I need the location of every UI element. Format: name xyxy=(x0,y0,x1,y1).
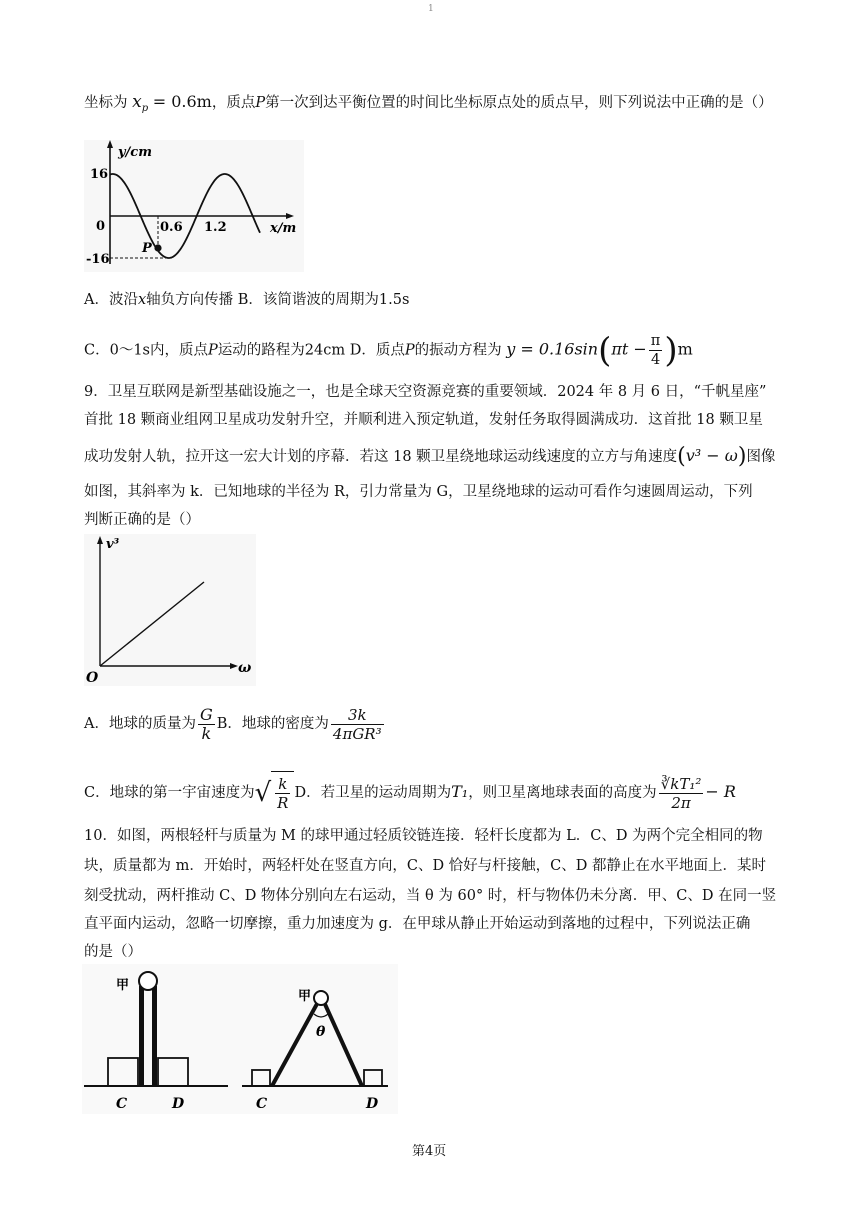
q9-line5: 判断正确的是（） xyxy=(84,512,200,528)
frac-num: ∛kT₁² xyxy=(660,774,702,793)
q9-line3-expr: v³ − ω xyxy=(685,446,738,465)
frac-den: 4 xyxy=(650,352,661,368)
frac-num: G xyxy=(199,704,213,724)
q9-options-ab xyxy=(84,702,386,746)
q9-opt-d-t1: T₁ xyxy=(451,782,469,801)
label-d: D xyxy=(172,1096,185,1112)
q8-xp-var: x xyxy=(132,92,142,112)
q9-line1: 9．卫星互联网是新型基础设施之一，也是全球天空资源竞赛的重要领域．2024 年 8 月 6 日，“千帆星座” xyxy=(84,384,767,400)
q9-opt-a-pre: A．地球的质量为 xyxy=(84,716,196,732)
label-jia-moved: 甲 xyxy=(298,989,312,1004)
tick-neg16: -16 xyxy=(86,252,110,267)
q8-option-a-post: 轴负方向传播 xyxy=(146,292,234,308)
q9-frac-c xyxy=(275,775,290,812)
frac-den: k xyxy=(201,723,212,743)
label-c: C xyxy=(116,1096,128,1112)
q9-opt-b-pre: B．地球的密度为 xyxy=(216,716,329,732)
q9-line3-a: 成功发射人轨，拉开这一宏大计划的序幕．若这 18 颗卫星绕地球运动线速度的立方与角速度 xyxy=(84,449,678,465)
q9-y-label: v³ xyxy=(106,537,120,552)
paren-right: ) xyxy=(737,444,747,469)
q8-intro xyxy=(84,92,773,119)
q9-opt-c-pre: C．地球的第一宇宙速度为 xyxy=(84,785,255,801)
q9-origin: O xyxy=(86,670,99,686)
q8-wave-graph xyxy=(84,140,304,272)
tick-16: 16 xyxy=(90,167,109,182)
q8-option-a-x: x xyxy=(137,292,147,308)
point-p-label: P xyxy=(142,241,152,256)
q8-option-d-unit: m xyxy=(677,339,693,359)
paren-left: ( xyxy=(677,444,686,469)
frac-den: 2π xyxy=(671,793,691,812)
q8-intro-b: ，质点 xyxy=(211,95,256,111)
tick-1-2: 1.2 xyxy=(204,220,227,235)
q10-line4: 直平面内运动，忽略一切摩擦，重力加速度为 g．在甲球从静止开始运动到落地的过程中，下列说法正确 xyxy=(84,916,751,932)
q8-xp-sub: p xyxy=(141,102,149,114)
rod-right xyxy=(152,986,157,1086)
q9-opt-d-tail: − R xyxy=(705,782,736,801)
q8-p-var: P xyxy=(255,95,266,111)
q8-option-d-pit: πt − xyxy=(611,339,647,359)
header-mark: 1 xyxy=(428,4,434,14)
y-axis-label: y/cm xyxy=(118,145,152,160)
q8-option-a-pre: A．波沿 xyxy=(84,292,138,308)
pi-over-4 xyxy=(649,332,663,369)
tick-0-6: 0.6 xyxy=(160,220,183,235)
q9-x-label: ω xyxy=(238,660,252,676)
sqrt-icon: √ xyxy=(254,778,272,808)
q8-option-d-mid: 的振动方程为 xyxy=(414,342,502,359)
x-axis-label: x/m xyxy=(270,221,297,236)
q8-options-ab xyxy=(84,290,409,310)
q8-xp-val: = 0.6m xyxy=(152,92,212,111)
q10-figure xyxy=(82,964,398,1114)
paren-left: ( xyxy=(598,330,612,371)
q9-frac-a xyxy=(198,706,215,743)
q9-linear-graph xyxy=(84,534,256,686)
frac-den: 4πGR³ xyxy=(332,724,382,743)
q9-line3-b: 图像 xyxy=(746,449,776,465)
frac-num: π xyxy=(650,333,661,349)
q9-sqrt-c xyxy=(271,771,294,816)
q8-option-d-p: P xyxy=(404,342,415,359)
frac-num: 3k xyxy=(331,706,384,725)
label-theta: θ xyxy=(316,1024,326,1040)
q8-option-c-p: P xyxy=(208,342,218,359)
q9-line4: 如图，其斜率为 k．已知地球的半径为 R，引力常量为 G，卫星绕地球的运动可看作匀速圆周运动，下列 xyxy=(84,484,753,500)
q10-line2: 块，质量都为 m．开始时，两轻杆处在竖直方向，C、D 恰好与杆接触，C、D 都静止在水平地面上．某时 xyxy=(84,858,767,874)
ball-jia xyxy=(139,972,157,990)
label-d-moved: D xyxy=(366,1096,379,1112)
q9-line3 xyxy=(84,446,775,467)
point-p xyxy=(154,244,161,251)
frac-num: k xyxy=(275,775,290,794)
ball-jia-moved xyxy=(314,991,328,1005)
q8-intro-c: 第一次到达平衡位置的时间比坐标原点处的质点早，则下列说法中正确的是（） xyxy=(265,95,773,111)
rod-left xyxy=(139,986,144,1086)
q8-option-d-eq-left: y = 0.16sin xyxy=(506,339,599,359)
q9-line2: 首批 18 颗商业组网卫星成功发射升空，并顺利进入预定轨道，发射任务取得圆满成功．这首批 18 颗卫星 xyxy=(84,412,763,428)
q8-option-c-pre: C．0～1s内，质点 xyxy=(84,342,208,359)
q10-line1: 10．如图，两根轻杆与质量为 M 的球甲通过轻质铰链连接．轻杆长度都为 L．C、D 为两个完全相同的物 xyxy=(84,828,763,844)
page-number: 第4页 xyxy=(412,1144,447,1159)
q8-option-c-post: 运动的路程为24cm xyxy=(217,342,346,359)
q10-line5: 的是（） xyxy=(84,944,142,960)
q8-options-cd xyxy=(84,332,693,369)
q9-options-cd xyxy=(84,770,736,816)
label-c-moved: C xyxy=(256,1096,268,1112)
q10-line3: 刻受扰动，两杆推动 C、D 物体分别向左右运动，当 θ 为 60° 时，杆与物体仍未分离．甲、C、D 在同一竖 xyxy=(84,888,777,904)
q8-option-b: B．该简谐波的周期为1.5s xyxy=(237,292,410,308)
label-jia: 甲 xyxy=(116,978,130,993)
q8-intro-a: 坐标为 xyxy=(84,95,128,111)
q9-frac-b xyxy=(331,706,384,743)
q9-opt-d-mid: ，则卫星离地球表面的高度为 xyxy=(468,785,657,801)
q9-opt-d-pre: D．若卫星的运动周期为 xyxy=(294,785,452,801)
paren-right: ) xyxy=(664,330,678,371)
frac-den: R xyxy=(277,794,289,812)
q8-option-d-pre: D．质点 xyxy=(349,342,405,359)
q9-frac-d xyxy=(659,775,704,812)
tick-0: 0 xyxy=(96,219,106,234)
